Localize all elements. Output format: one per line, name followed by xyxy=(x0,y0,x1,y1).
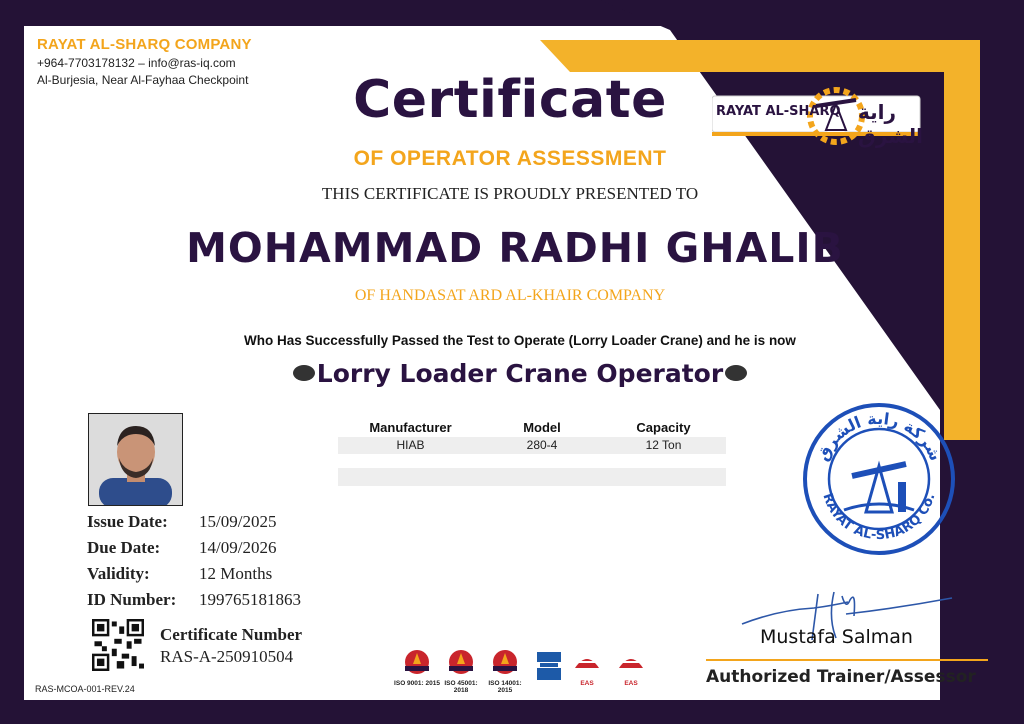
revision-code: RAS-MCOA-001-REV.24 xyxy=(35,684,135,694)
recipient-organization: OF HANDASAT ARD AL-KHAIR COMPANY xyxy=(354,287,666,304)
operator-role xyxy=(200,359,840,388)
badge-label: EAS xyxy=(624,680,638,687)
certificate-details xyxy=(87,512,301,616)
certificate-title: Certificate xyxy=(353,70,667,130)
eas-badge-icon xyxy=(607,648,655,687)
badge-label: ISO 9001: 2015 xyxy=(394,680,440,687)
company-logo xyxy=(712,78,932,148)
id-number-label: ID Number: xyxy=(87,590,177,609)
presented-to-text: THIS CERTIFICATE IS PROUDLY PRESENTED TO xyxy=(321,184,699,203)
person-photo-icon xyxy=(89,414,182,505)
qr-code-icon xyxy=(92,619,144,671)
table-row-empty xyxy=(338,468,726,486)
badge-label: ISO 14001: 2015 xyxy=(488,680,522,694)
recipient-name: MOHAMMAD RADHI GHALIB xyxy=(186,224,844,272)
iso-badge-icon xyxy=(437,648,485,694)
due-date-label: Due Date: xyxy=(87,538,161,557)
svg-text:شركة راية الشرق xyxy=(813,409,946,464)
assessment-statement: Who Has Successfully Passed the Test to Operate (Lorry Loader Crane) and he is now xyxy=(244,333,796,348)
recipient-photo xyxy=(88,413,183,506)
eas-badge-icon xyxy=(563,648,611,687)
badge-label: EAS xyxy=(580,680,594,687)
operator-role-label: Lorry Loader Crane Operator xyxy=(316,359,724,388)
detail-row xyxy=(87,538,301,564)
header-manufacturer: Manufacturer xyxy=(369,420,452,435)
detail-row xyxy=(87,564,301,590)
signature-divider xyxy=(706,659,988,661)
company-name: RAYAT AL-SHARQ COMPANY xyxy=(37,36,252,53)
certificate-number-value: RAS-A-250910504 xyxy=(160,647,294,666)
badge-label: ISO 45001: 2018 xyxy=(444,680,478,694)
signatory-title: Authorized Trainer/Assessor xyxy=(706,667,976,687)
company-address: Al-Burjesia, Near Al-Fayhaa Checkpoint xyxy=(37,73,249,87)
stamp-text-en: RAYAT AL-SHARQ Co. xyxy=(819,491,939,544)
company-contact: +964-7703178132 – info@ras-iq.com xyxy=(37,56,236,70)
certificate-number-label: Certificate Number xyxy=(160,625,303,644)
certificate-subtitle: OF OPERATOR ASSESSMENT xyxy=(353,147,667,170)
table-row xyxy=(338,437,726,454)
detail-row xyxy=(87,590,301,616)
header-model: Model xyxy=(523,420,561,435)
validity-label: Validity: xyxy=(87,564,150,583)
logo-text-ar: راية الشرق xyxy=(858,100,924,148)
id-number-value: 199765181863 xyxy=(199,590,301,609)
issue-date-value: 15/09/2025 xyxy=(199,512,277,531)
detail-row xyxy=(87,512,301,538)
signatory-name: Mustafa Salman xyxy=(760,626,913,648)
company-header xyxy=(37,36,252,87)
equipment-header-row xyxy=(338,420,726,437)
certificate-number-block xyxy=(160,625,302,667)
bullet-icon xyxy=(725,365,747,381)
iso-badge-icon xyxy=(393,648,441,687)
cell-manufacturer: HIAB xyxy=(396,438,425,452)
cell-model: 280-4 xyxy=(526,438,558,452)
company-stamp-icon xyxy=(800,400,958,558)
svg-text:RAYAT AL-SHARQ Co. xyxy=(819,492,938,544)
header-capacity: Capacity xyxy=(636,420,691,435)
bullet-icon xyxy=(293,365,315,381)
cell-capacity: 12 Ton xyxy=(645,438,682,452)
logo-text-en: RAYAT AL-SHARQ xyxy=(716,104,841,119)
due-date-value: 14/09/2026 xyxy=(199,538,277,557)
stamp-text-ar: شركة راية الشرق xyxy=(812,408,946,464)
accreditation-badges xyxy=(393,648,653,696)
iso-badge-icon xyxy=(481,648,529,694)
issue-date-label: Issue Date: xyxy=(87,512,168,531)
validity-value: 12 Months xyxy=(199,564,273,583)
equipment-table xyxy=(338,420,726,486)
